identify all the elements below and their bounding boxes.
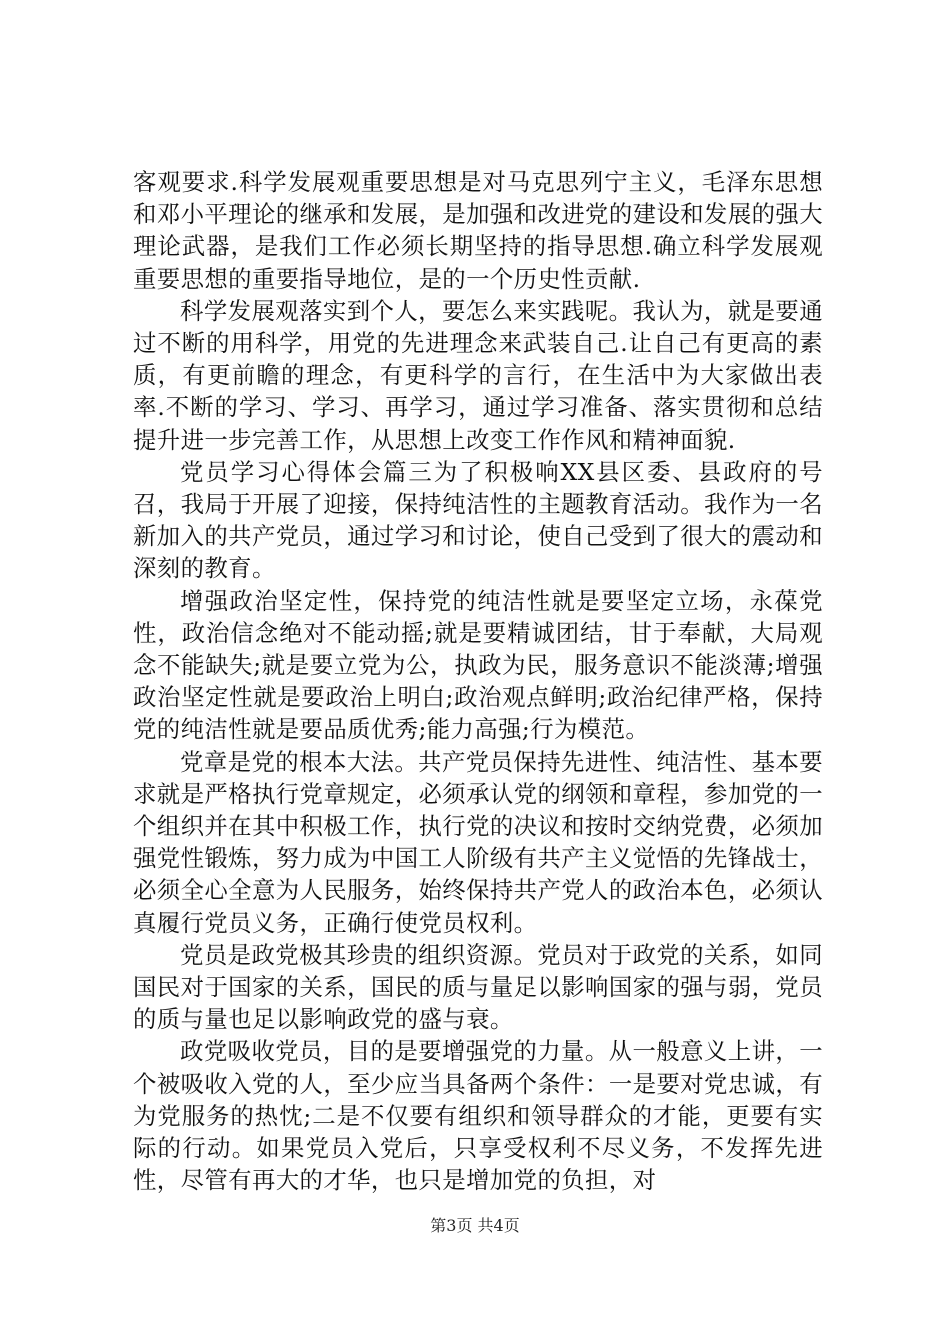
- page-number-footer: 第3页 共4页: [430, 1216, 520, 1235]
- paragraph: 增强政治坚定性，保持党的纯洁性就是要坚定立场，永葆党性，政治信念绝对不能动摇;就是要精诚团结，甘于奉献，大局观念不能缺失;就是要立党为公，执政为民，服务意识不能淡薄;增强政治坚定性就是要政治上明白;政治观点鲜明;政治纪律严格，保持党的纯洁性就是要品质优秀;能力高强;行为模范。: [133, 586, 823, 744]
- paragraph: 党员学习心得体会篇三为了积极响XX县区委、县政府的号召，我局于开展了迎接，保持纯洁性的主题教育活动。我作为一名新加入的共产党员，通过学习和讨论，使自己受到了很大的震动和深刻的教育。: [133, 457, 823, 583]
- paragraph: 科学发展观落实到个人，要怎么来实践呢。我认为，就是要通过不断的用科学，用党的先进理念来武装自己.让自己有更高的素质，有更前瞻的理念，有更科学的言行，在生活中为大家做出表率.不断的学习、学习、再学习，通过学习准备、落实贯彻和总结提升进一步完善工作，从思想上改变工作作风和精神面貌.: [133, 296, 823, 454]
- document-body: [133, 166, 823, 1197]
- paragraph: 党章是党的根本大法。共产党员保持先进性、纯洁性、基本要求就是严格执行党章规定，必须承认党的纲领和章程，参加党的一个组织并在其中积极工作，执行党的决议和按时交纳党费，必须加强党性锻炼，努力成为中国工人阶级有共产主义觉悟的先锋战士，必须全心全意为人民服务，始终保持共产党人的政治本色，必须认真履行党员义务，正确行使党员权利。: [133, 747, 823, 937]
- paragraph: 党员是政党极其珍贵的组织资源。党员对于政党的关系，如同国民对于国家的关系，国民的质与量足以影响国家的强与弱，党员的质与量也足以影响政党的盛与衰。: [133, 940, 823, 1034]
- paragraph: 政党吸收党员，目的是要增强党的力量。从一般意义上讲，一个被吸收入党的人，至少应当具备两个条件：一是要对党忠诚，有为党服务的热忱;二是不仅要有组织和领导群众的才能，更要有实际的行动。如果党员入党后，只享受权利不尽义务，不发挥先进性，尽管有再大的才华，也只是增加党的负担，对: [133, 1037, 823, 1195]
- paragraph: 客观要求.科学发展观重要思想是对马克思列宁主义，毛泽东思想和邓小平理论的继承和发展，是加强和改进党的建设和发展的强大理论武器，是我们工作必须长期坚持的指导思想.确立科学发展观重要思想的重要指导地位，是的一个历史性贡献.: [133, 168, 823, 293]
